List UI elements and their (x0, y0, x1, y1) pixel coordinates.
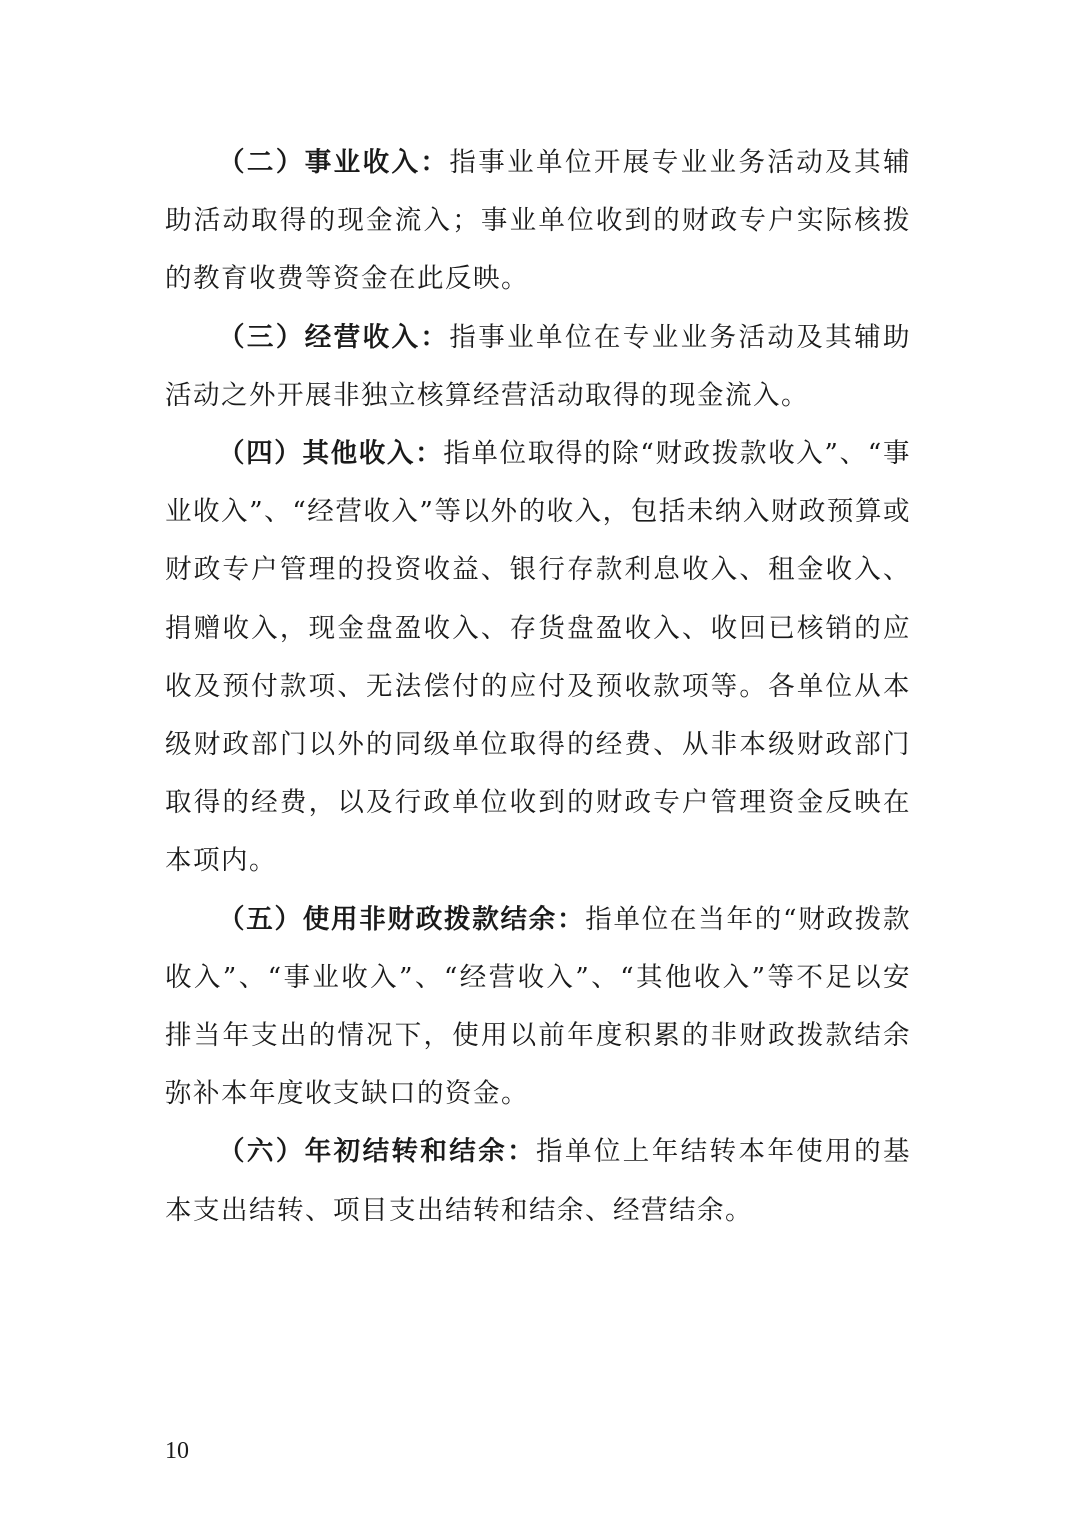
paragraph-heading: （五）使用非财政拨款结余： (218, 903, 586, 935)
paragraph-text: 指事业单位在专业业务活动及其辅助活动之外开展非独立核算经营活动取得的现金流入。 (165, 321, 912, 411)
paragraph-heading: （三）经营收入： (218, 321, 450, 353)
paragraph-carryover-balance (165, 1123, 911, 1239)
paragraph-heading: （四）其他收入： (218, 438, 444, 470)
paragraph-non-fiscal-surplus (165, 891, 911, 1124)
paragraph-other-income (165, 425, 911, 891)
page-number: 10 (165, 1438, 189, 1464)
paragraph-heading: （二）事业收入： (218, 147, 450, 178)
paragraph-heading: （六）年初结转和结余： (218, 1136, 537, 1168)
document-body (165, 134, 911, 1240)
paragraph-text: 指事业单位开展专业业务活动及其辅助活动取得的现金流入；事业单位收到的财政专户实际核拨的教育收费等资金在此反映。 (165, 147, 912, 295)
paragraph-text: 指单位取得的除“财政拨款收入”、“事业收入”、“经营收入”等以外的收入，包括未纳入财政预算或财政专户管理的投资收益、银行存款利息收入、租金收入、捐赠收入，现金盘盈收入、存货盘盈收入、收回已核销的应收及预付款项、无法偿付的应付及预收款项等。各单位从本级财政部门以外的同级单位取得的经费、从非本级财政部门取得的经费，以及行政单位收到的财政专户管理资金反映在本项内。 (165, 438, 911, 877)
paragraph-text: 指单位在当年的“财政拨款收入”、“事业收入”、“经营收入”、“其他收入”等不足以安排当年支出的情况下，使用以前年度积累的非财政拨款结余弥补本年度收支缺口的资金。 (165, 903, 911, 1110)
paragraph-operating-income (165, 309, 911, 425)
paragraph-text: 指单位上年结转本年使用的基本支出结转、项目支出结转和结余、经营结余。 (165, 1136, 912, 1226)
paragraph-business-income (165, 134, 911, 309)
